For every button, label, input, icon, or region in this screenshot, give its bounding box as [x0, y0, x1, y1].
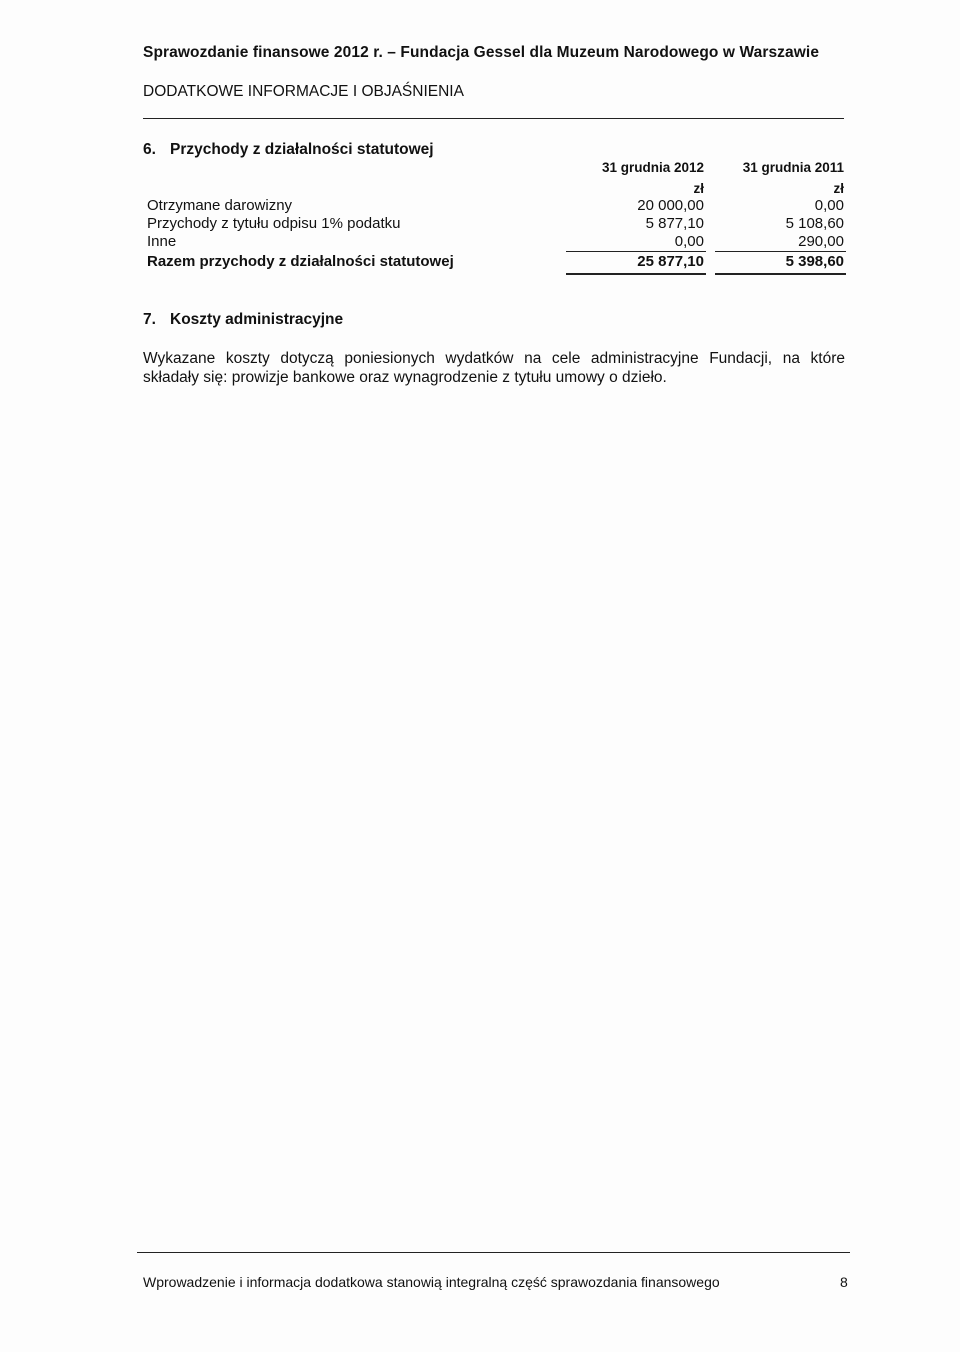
section-6-number: 6. [143, 141, 156, 158]
total-rule-2011 [715, 273, 846, 275]
column-heading-2012: 31 grudnia 2012 [601, 160, 704, 175]
row-label-razem: Razem przychody z działalności statutowej [147, 253, 454, 270]
row-label-odpis: Przychody z tytułu odpisu 1% podatku [147, 215, 401, 232]
column-unit-2011: zł [833, 181, 844, 196]
footer-divider [137, 1252, 850, 1253]
paragraph-line: Wykazane koszty dotyczą poniesionych wydatków na cele administracyjne Fundacji, na które [143, 350, 845, 367]
paragraph-line: składały się: prowizje bankowe oraz wynagrodzenie z tytułu umowy o dzieło. [143, 369, 667, 386]
section-7-title: Koszty administracyjne [170, 311, 344, 328]
section-6-heading [143, 141, 434, 159]
cell-odpis-2011: 5 108,60 [785, 215, 844, 232]
section-6-title: Przychody z działalności statutowej [170, 141, 434, 158]
subtotal-rule-2011 [715, 251, 846, 252]
cell-inne-2011: 290,00 [798, 233, 844, 250]
row-label-inne: Inne [147, 233, 177, 250]
cell-darowizny-2011: 0,00 [814, 197, 844, 214]
section-7-number: 7. [143, 311, 156, 328]
header-divider [143, 118, 844, 119]
cell-razem-2011: 5 398,60 [785, 253, 844, 270]
cell-inne-2012: 0,00 [674, 233, 704, 250]
column-unit-2012: zł [693, 181, 704, 196]
cell-odpis-2012: 5 877,10 [645, 215, 704, 232]
cell-darowizny-2012: 20 000,00 [637, 197, 704, 214]
section-7-paragraph [143, 349, 845, 387]
document-subtitle: DODATKOWE INFORMACJE I OBJAŚNIENIA [143, 83, 464, 100]
section-7-heading [143, 311, 343, 329]
cell-razem-2012: 25 877,10 [637, 253, 704, 270]
total-rule-2012 [566, 273, 706, 275]
footer-note: Wprowadzenie i informacja dodatkowa stanowią integralną część sprawozdania finansowego [143, 1274, 720, 1290]
document-title: Sprawozdanie finansowe 2012 r. – Fundacja Gessel dla Muzeum Narodowego w Warszawie [143, 44, 820, 61]
row-label-darowizny: Otrzymane darowizny [147, 197, 293, 214]
page-number: 8 [840, 1274, 848, 1290]
column-heading-2011: 31 grudnia 2011 [742, 160, 844, 175]
subtotal-rule-2012 [566, 251, 706, 252]
